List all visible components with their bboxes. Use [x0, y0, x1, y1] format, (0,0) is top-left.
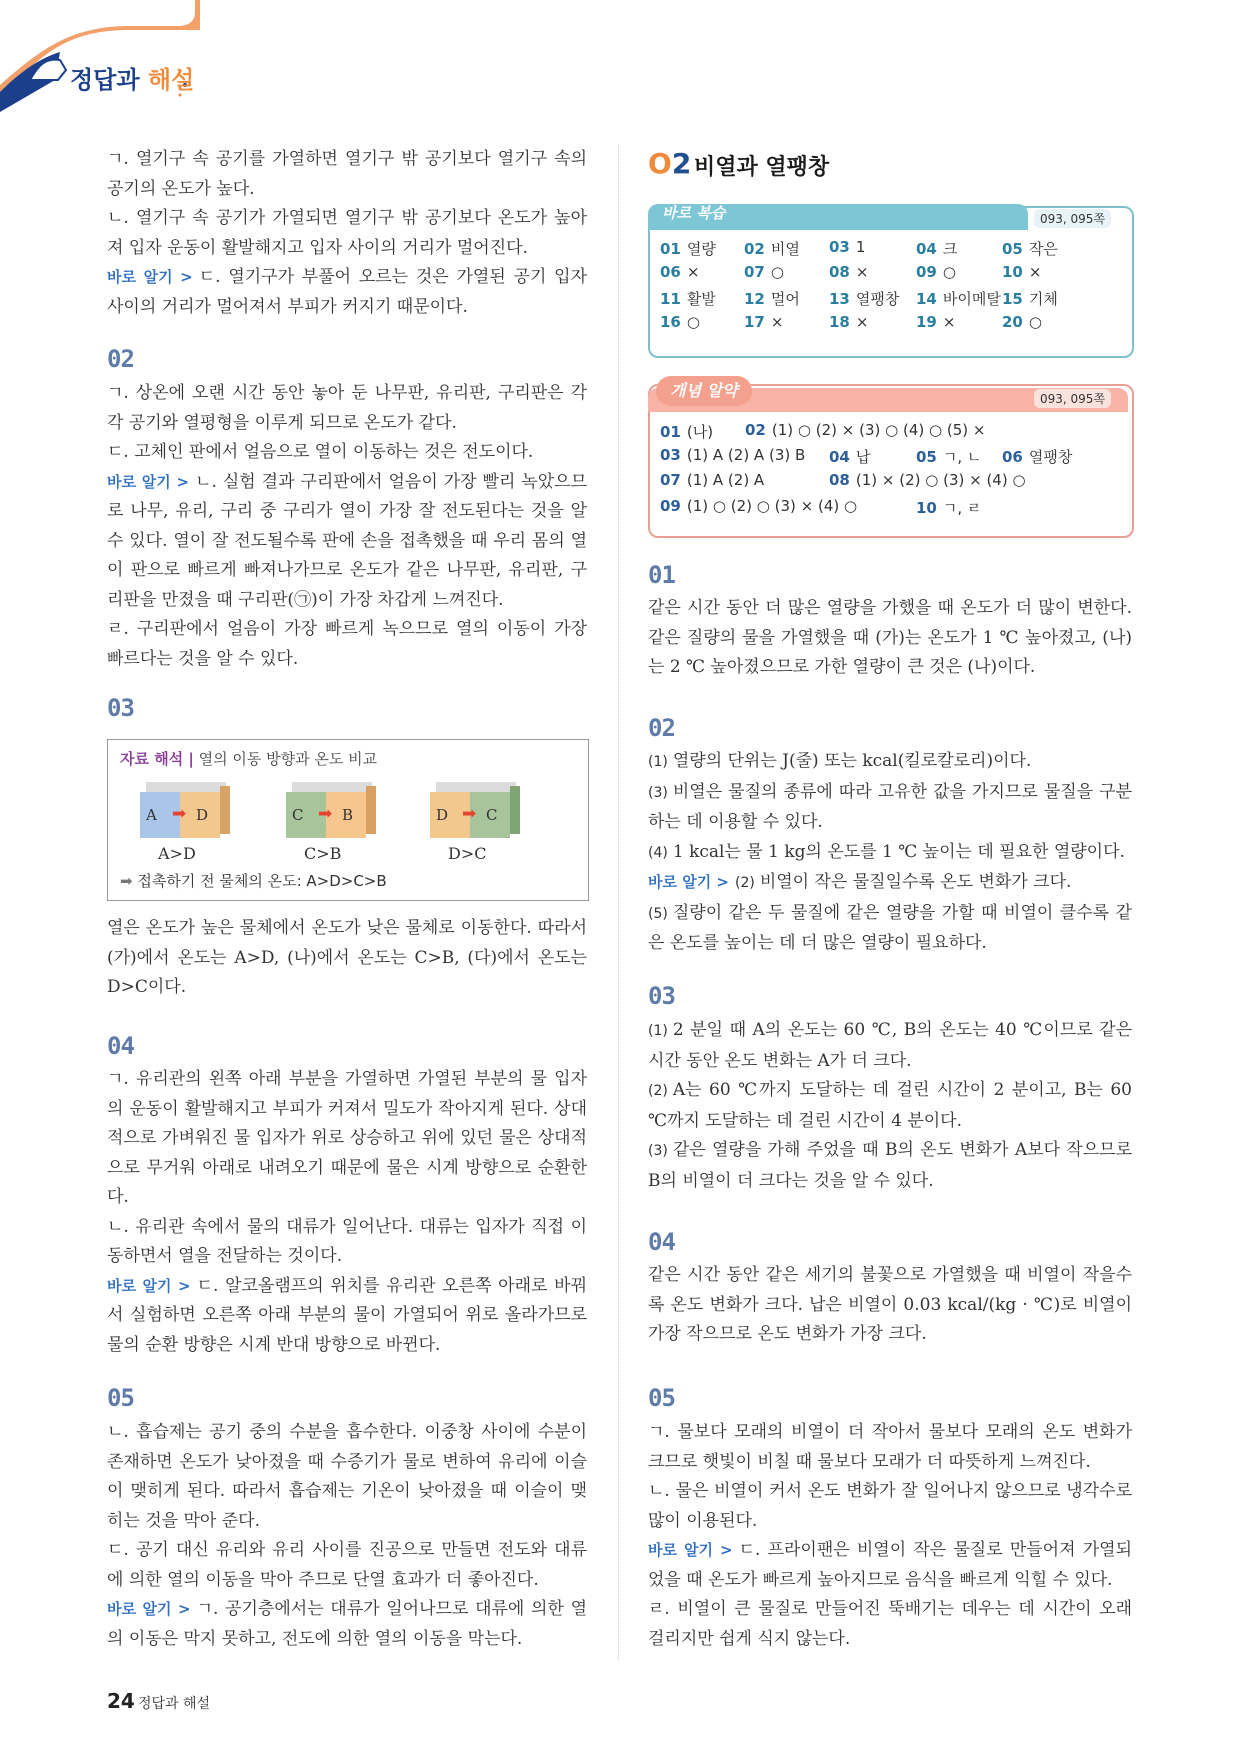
review-answer [829, 263, 868, 281]
item-number: (2) [648, 1083, 668, 1099]
cube-top [292, 782, 372, 792]
answer-value: 1 [855, 238, 866, 256]
concept-answer [1002, 446, 1072, 467]
review-answer [744, 238, 800, 259]
review-answer [744, 313, 783, 331]
review-answer [829, 238, 865, 256]
paragraph-text: ㄹ. 구리판에서 얼음이 가장 빠르게 녹으므로 열의 이동이 가장 빠르다는 것을 알 수 있다. [107, 619, 587, 669]
answer-key: 02 [745, 421, 766, 439]
review-answer [744, 288, 800, 309]
paragraph-text: ㄷ. 알코올램프의 위치를 유리관 오른쪽 아래로 바꿔서 실험하면 오른쪽 아래 부분의 물이 가열되어 위로 올라가므로 물의 순환 방향은 시계 반대 방향으로 바뀐다. [107, 1275, 587, 1355]
cube-top [146, 782, 226, 792]
answer-key: 08 [829, 471, 850, 489]
baro-algi-label: 바로 알기 > [107, 1276, 191, 1295]
answer-value: × [770, 313, 784, 331]
paragraph [107, 1213, 587, 1272]
baro-algi-label: 바로 알기 > [107, 472, 190, 491]
paragraph [648, 1076, 1132, 1136]
paragraph-text: ㄴ. 실험 결과 구리판에서 얼음이 가장 빨리 녹았으므로 나무, 유리, 구리 중 구리가 열이 가장 잘 전도된다는 것을 알 수 있다. 열이 잘 전도될수록 판에 손을 접촉했을 때 우리 몸의 열이 판으로 빠르게 빠져나가므로 온도가 같은 나무판, 유리판, 구리판을 만졌을 때 구리판(㉠)이 가장 차갑게 느껴진다. [107, 471, 587, 610]
paragraph-text: 열량의 단위는 J(줄) 또는 kcal(킬로칼로리)이다. [672, 751, 1032, 771]
cube-side [366, 786, 376, 834]
answer-key: 01 [660, 240, 681, 258]
answer-value: (1) ○ (2) ○ (3) × (4) ○ [686, 497, 858, 515]
paragraph-text: ㄴ. 물은 비열이 커서 온도 변화가 잘 일어나지 않으므로 냉각수로 많이 이용된다. [648, 1481, 1132, 1531]
answer-value: (1) A (2) A (3) B [686, 446, 806, 464]
answer-key: 19 [916, 313, 937, 331]
baro-algi-label: 바로 알기 > [107, 1600, 191, 1618]
left-q02-answer [107, 379, 587, 674]
review-answer [1002, 288, 1058, 309]
review-answer [660, 238, 716, 259]
paragraph-text: ㄷ. 공기 대신 유리와 유리 사이를 진공으로 만들면 전도와 대류에 의한 열의 이동을 막아 주므로 단열 효과가 더 좋아진다. [107, 1540, 587, 1590]
answer-value: (1) × (2) ○ (3) × (4) ○ [855, 471, 1026, 489]
data-box-heading: 열의 이동 방향과 온도 비교 [198, 750, 378, 768]
review-answer [829, 288, 899, 309]
paragraph-text: ㄷ. 고체인 판에서 얼음으로 열이 이동하는 것은 전도이다. [107, 442, 534, 462]
cube-side [220, 786, 230, 834]
answer-value: ○ [942, 263, 956, 281]
answer-value: 바이메탈 [942, 290, 1001, 308]
review-answer [916, 313, 955, 331]
paragraph-text: ㄷ. 프라이팬은 비열이 작은 물질로 만들어져 가열되었을 때 온도가 빠르게 높아지므로 음식을 빠르게 익힐 수 있다. [648, 1540, 1132, 1590]
arrow-right-icon: ➡ [318, 804, 333, 824]
paragraph-text: ㄴ. 유리관 속에서 물의 대류가 일어난다. 대류는 입자가 직접 이동하면서 열을 전달하는 것이다. [107, 1216, 587, 1266]
answer-key: 06 [1002, 448, 1023, 466]
paragraph [648, 1136, 1132, 1196]
paragraph [648, 868, 1132, 899]
answer-value: × [855, 263, 869, 281]
answer-key: 04 [916, 240, 937, 258]
paragraph-text: 비열은 물질의 종류에 따라 고유한 값을 가지므로 물질을 구분하는 데 이용할 수 있다. [648, 781, 1132, 832]
review-tab [648, 204, 1028, 230]
right-q05-answer [648, 1418, 1132, 1654]
comparison-label: C>B [304, 844, 342, 863]
answer-value: ㄱ, ㄹ [942, 499, 982, 517]
answer-key: 07 [744, 263, 765, 281]
right-q01-answer [648, 594, 1132, 683]
cube-pair [286, 782, 366, 828]
paragraph [648, 838, 1132, 869]
review-answer [660, 288, 716, 309]
answer-value: 비열 [770, 240, 800, 258]
paragraph [107, 1418, 587, 1536]
concept-answer [660, 421, 713, 442]
answer-key: 20 [1002, 313, 1023, 331]
baro-algi-label: 바로 알기 > [107, 268, 193, 286]
review-answer [829, 313, 868, 331]
paragraph [648, 1016, 1132, 1076]
answer-key: 15 [1002, 290, 1023, 308]
answer-value: 활발 [686, 290, 716, 308]
answer-key: 05 [916, 448, 937, 466]
baro-algi-label: 바로 알기 > [648, 1541, 733, 1559]
paragraph-text: A는 60 ℃까지 도달하는 데 걸린 시간이 2 분이고, B는 60 ℃까지 도달하는 데 걸린 시간이 4 분이다. [648, 1080, 1132, 1131]
answer-key: 17 [744, 313, 765, 331]
right-q01-text: 같은 시간 동안 더 많은 열량을 가했을 때 온도가 더 많이 변한다. 같은 질량의 물을 가열했을 때 (가)는 온도가 1 ℃ 높아졌고, (나)는 2 ℃ 높아졌으므로 가한 열량이 큰 것은 (나)이다. [648, 598, 1132, 677]
review-answer [660, 263, 699, 281]
review-tab-label: 바로 복습 [662, 204, 726, 222]
header-title-a: 정답과 [70, 66, 148, 94]
paragraph [107, 1595, 587, 1654]
answer-value: × [1028, 263, 1042, 281]
left-q03-number: 03 [107, 694, 134, 722]
baro-algi-label: 바로 알기 > [648, 873, 729, 891]
paragraph [648, 1418, 1132, 1477]
header-title-b: 해설 [147, 66, 195, 94]
arrow-icon: ➡ [120, 872, 133, 890]
right-q03-number: 03 [648, 982, 675, 1010]
review-answer [1002, 263, 1041, 281]
cube-left-label: C [292, 806, 304, 824]
concept-answer [916, 446, 981, 467]
cube-left-label: D [436, 806, 449, 824]
paragraph [107, 1065, 587, 1213]
right-q04-number: 04 [648, 1228, 675, 1256]
right-q05-number: 05 [648, 1384, 675, 1412]
section-number-digit: 2 [671, 147, 692, 180]
right-q02-number: 02 [648, 714, 675, 742]
paragraph [648, 1536, 1132, 1595]
left-q02-number: 02 [107, 345, 134, 373]
header-title [70, 60, 194, 95]
paragraph [648, 747, 1132, 778]
concept-answer [745, 421, 985, 439]
item-number: (1) [648, 1023, 668, 1039]
paragraph [107, 615, 587, 674]
answer-key: 06 [660, 263, 681, 281]
paragraph-text: ㄴ. 흡습제는 공기 중의 수분을 흡수한다. 이중창 사이에 수분이 존재하면 온도가 낮아졌을 때 수증기가 물로 변하여 유리에 이슬이 맺히게 된다. 따라서 흡습제는 기온이 낮아졌을 때 이슬이 맺히는 것을 막아 준다. [107, 1422, 587, 1531]
section-number: O2 [648, 147, 692, 180]
paragraph-text: ㄱ. 상온에 오랜 시간 동안 놓아 둔 나무판, 유리판, 구리판은 각각 공기와 열평형을 이루게 되므로 온도가 같다. [107, 383, 587, 433]
answer-value: (나) [686, 423, 714, 441]
paragraph-text: 질량이 같은 두 물질에 같은 열량을 가할 때 비열이 클수록 같은 온도를 높이는 데 더 많은 열량이 필요하다. [648, 902, 1132, 953]
item-number: (2) [734, 875, 755, 891]
paragraph-text: 같은 열량을 가해 주었을 때 B의 온도 변화가 A보다 작으므로 B의 비열이 더 크다는 것을 알 수 있다. [648, 1140, 1132, 1191]
review-answer [916, 263, 956, 281]
answer-value: 열팽창 [855, 290, 900, 308]
item-number: (5) [648, 905, 668, 922]
paragraph [107, 379, 587, 438]
paragraph [648, 899, 1132, 959]
paragraph [648, 1595, 1132, 1654]
paragraph [107, 1272, 587, 1361]
item-number: (3) [648, 1143, 668, 1159]
concept-answer [916, 497, 981, 518]
data-box-label: 자료 해석 | [120, 750, 194, 768]
cube-right-label: D [196, 806, 209, 824]
cube-right-label: C [486, 806, 498, 824]
answer-key: 13 [829, 290, 850, 308]
review-answer [1002, 313, 1042, 331]
data-interpretation-box [107, 739, 589, 901]
concept-answer [660, 446, 805, 464]
paragraph [107, 263, 587, 322]
footer-label: 정답과 해설 [138, 1696, 211, 1712]
review-answer [744, 263, 784, 281]
column-divider [618, 145, 619, 1660]
answer-value: (1) ○ (2) × (3) ○ (4) ○ (5) × [771, 421, 986, 439]
answer-key: 14 [916, 290, 937, 308]
answer-value: ○ [770, 263, 784, 281]
left-q01-answer [107, 145, 587, 322]
answer-key: 02 [744, 240, 765, 258]
answer-value: ○ [686, 313, 700, 331]
paragraph [107, 468, 587, 616]
answer-key: 07 [660, 471, 681, 489]
answer-key: 04 [829, 448, 850, 466]
answer-key: 18 [829, 313, 850, 331]
right-q04-answer [648, 1261, 1132, 1350]
answer-value: 열팽창 [1028, 448, 1073, 466]
right-q02-answer [648, 747, 1132, 959]
concept-answer [829, 446, 870, 467]
paragraph-text: 1 kcal는 물 1 kg의 온도를 1 ℃ 높이는 데 필요한 열량이다. [672, 841, 1125, 862]
concept-answer [660, 497, 857, 515]
answer-value: 크 [942, 240, 958, 258]
answer-value: × [942, 313, 956, 331]
paragraph-text: ㄷ. 열기구가 부풀어 오르는 것은 가열된 공기 입자 사이의 거리가 멀어져서 부피가 커지기 때문이다. [107, 267, 587, 317]
concept-answer [660, 471, 764, 489]
right-q03-answer [648, 1016, 1132, 1196]
cube-pair [140, 782, 220, 828]
paragraph-text: ㄴ. 열기구 속 공기가 가열되면 열기구 밖 공기보다 온도가 높아져 입자 운동이 활발해지고 입자 사이의 거리가 멀어진다. [107, 208, 587, 258]
answer-key: 16 [660, 313, 681, 331]
answer-key: 05 [1002, 240, 1023, 258]
data-box-conclusion [120, 870, 387, 891]
right-q04-text: 같은 시간 동안 같은 세기의 불꽃으로 가열했을 때 비열이 작을수록 온도 변화가 크다. 납은 비열이 0.03 kcal/(kg · ℃)로 비열이 가장 작으므로 온도 변화가 가장 크다. [648, 1265, 1132, 1344]
review-answer [660, 313, 700, 331]
review-answer [1002, 238, 1058, 259]
cube-right-label: B [342, 806, 354, 824]
left-q05-number: 05 [107, 1384, 134, 1412]
answer-key: 08 [829, 263, 850, 281]
paragraph [648, 1477, 1132, 1536]
answer-value: 기체 [1028, 290, 1058, 308]
paragraph-text: 비열이 작은 물질일수록 온도 변화가 크다. [759, 872, 1072, 892]
cube-side [510, 786, 520, 834]
paragraph [648, 778, 1132, 838]
answer-key: 10 [916, 499, 937, 517]
left-q04-number: 04 [107, 1032, 134, 1060]
concept-answer [829, 471, 1026, 489]
answer-key: 03 [829, 238, 850, 256]
answer-value: 작은 [1028, 240, 1058, 258]
item-number: (1) [648, 754, 668, 770]
concept-tab: 개념 알약 [656, 376, 752, 406]
answer-value: × [686, 263, 700, 281]
item-number: (4) [648, 844, 668, 861]
right-q01-number: 01 [648, 561, 675, 589]
paragraph-text: ㄱ. 열기구 속 공기를 가열하면 열기구 밖 공기보다 열기구 속의 공기의 온도가 높다. [107, 149, 587, 199]
comparison-label: D>C [448, 844, 487, 863]
cube-pair [430, 782, 510, 828]
paragraph [107, 438, 587, 468]
concept-page-ref: 093, 095쪽 [1034, 389, 1111, 408]
answer-key: 12 [744, 290, 765, 308]
answer-value: 멀어 [770, 290, 800, 308]
header-decoration [0, 0, 200, 112]
cube-top [436, 782, 516, 792]
paragraph-text: 2 분일 때 A의 온도는 60 ℃, B의 온도는 40 ℃이므로 같은 시간 동안 온도 변화는 A가 더 크다. [648, 1020, 1132, 1071]
review-answer [916, 238, 957, 259]
paragraph [107, 145, 587, 204]
left-q04-answer [107, 1065, 587, 1360]
review-answer [916, 288, 1001, 309]
answer-key: 03 [660, 446, 681, 464]
paragraph-text: ㄱ. 공기층에서는 대류가 일어나므로 대류에 의한 열의 이동은 막지 못하고, 전도에 의한 열의 이동을 막는다. [107, 1599, 587, 1649]
item-number: (3) [648, 784, 668, 801]
data-box-title [120, 748, 377, 769]
page-number: 24 [107, 1689, 135, 1713]
left-q05-answer [107, 1418, 587, 1654]
review-page-ref: 093, 095쪽 [1034, 209, 1111, 228]
answer-value: × [855, 313, 869, 331]
answer-value: 납 [855, 448, 871, 466]
answer-key: 09 [916, 263, 937, 281]
conclusion-text: 접촉하기 전 물체의 온도: A>D>C>B [137, 872, 387, 890]
answer-key: 01 [660, 423, 681, 441]
answer-key: 10 [1002, 263, 1023, 281]
arrow-right-icon: ➡ [462, 804, 477, 824]
left-q03-text: 열은 온도가 높은 물체에서 온도가 낮은 물체로 이동한다. 따라서 (가)에서 온도는 A>D, (나)에서 온도는 C>B, (다)에서 온도는 D>C이다. [107, 918, 587, 997]
answer-key: 09 [660, 497, 681, 515]
section-title: 비열과 열팽창 [694, 155, 830, 180]
answer-value: ○ [1028, 313, 1042, 331]
paragraph-text: ㄹ. 비열이 큰 물질로 만들어진 뚝배기는 데우는 데 시간이 오래 걸리지만 쉽게 식지 않는다. [648, 1599, 1132, 1649]
answer-value: ㄱ, ㄴ [942, 448, 982, 466]
paragraph [107, 204, 587, 263]
paragraph-text: ㄱ. 유리관의 왼쪽 아래 부분을 가열하면 가열된 부분의 물 입자의 운동이 활발해지고 부피가 커져서 밀도가 작아지게 된다. 상대적으로 가벼워진 물 입자가 위로 상승하고 위에 있던 물은 상대적으로 무거워 아래로 내려오기 때문에 물은 시계 방향으로 순환한다. [107, 1069, 587, 1207]
arrow-right-icon: ➡ [172, 804, 187, 824]
paragraph [107, 1536, 587, 1595]
paragraph-text: ㄱ. 물보다 모래의 비열이 더 작아서 물보다 모래의 온도 변화가 크므로 햇빛이 비칠 때 물보다 모래가 더 따뜻하게 느껴진다. [648, 1422, 1132, 1472]
comparison-label: A>D [158, 844, 196, 863]
answer-key: 11 [660, 290, 681, 308]
left-q03-answer [107, 914, 587, 1003]
answer-value: 열량 [686, 240, 716, 258]
cube-left-label: A [146, 806, 157, 824]
answer-value: (1) A (2) A [686, 471, 765, 489]
